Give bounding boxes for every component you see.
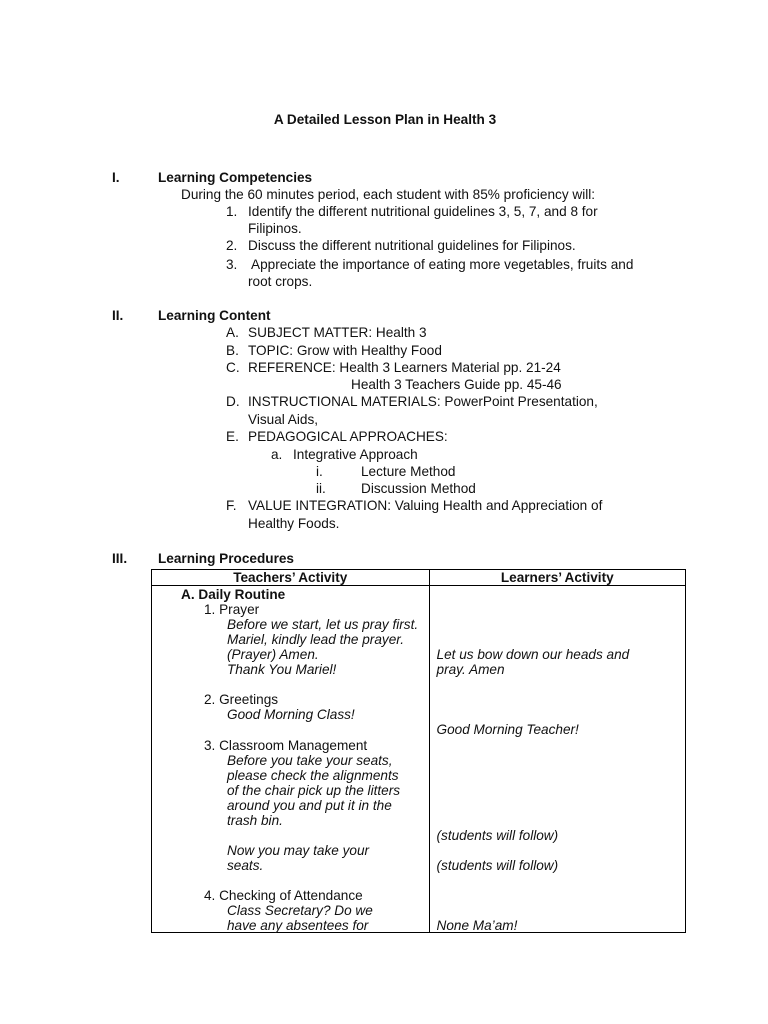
content-letter: C. bbox=[226, 360, 240, 375]
content-letter: F. bbox=[226, 498, 237, 513]
management-teacher-line: around you and put it in the bbox=[227, 798, 392, 813]
procedures-table bbox=[151, 569, 686, 933]
column-header-learner: Learners’ Activity bbox=[429, 570, 685, 586]
content-letter: A. bbox=[226, 325, 239, 340]
content-letter: E. bbox=[226, 429, 239, 444]
competency-number: 1. bbox=[226, 204, 238, 219]
content-topic: TOPIC: Grow with Healthy Food bbox=[248, 343, 442, 358]
competencies-intro: During the 60 minutes period, each student with 85% proficiency will: bbox=[181, 187, 596, 202]
content-instructional-materials: INSTRUCTIONAL MATERIALS: PowerPoint Presentation, bbox=[248, 394, 598, 409]
prayer-learner-line: pray. Amen bbox=[436, 662, 505, 677]
management-teacher-line: trash bin. bbox=[227, 813, 283, 828]
content-reference: REFERENCE: Health 3 Learners Material pp. 21-24 bbox=[248, 360, 561, 375]
attendance-teacher-line: have any absentees for bbox=[227, 918, 369, 933]
content-value-integration: VALUE INTEGRATION: Valuing Health and Appreciation of bbox=[248, 498, 603, 513]
content-subject-matter: SUBJECT MATTER: Health 3 bbox=[248, 325, 427, 340]
management-learner-line: (students will follow) bbox=[436, 828, 559, 843]
column-header-teacher: Teachers’ Activity bbox=[152, 570, 430, 586]
management-teacher-line: seats. bbox=[227, 858, 264, 873]
content-reference-cont: Health 3 Teachers Guide pp. 45-46 bbox=[351, 377, 562, 392]
teacher-activity-cell bbox=[152, 586, 430, 933]
method-discussion: Discussion Method bbox=[361, 481, 476, 496]
management-teacher-line: of the chair pick up the litters bbox=[227, 783, 401, 798]
competency-item-2: Discuss the different nutritional guidelines for Filipinos. bbox=[248, 238, 576, 253]
section-number-3: III. bbox=[112, 551, 128, 566]
content-instructional-materials-cont: Visual Aids, bbox=[248, 412, 319, 427]
section-heading-content: Learning Content bbox=[158, 308, 271, 323]
content-value-integration-cont: Healthy Foods. bbox=[248, 516, 340, 531]
competency-item-1-cont: Filipinos. bbox=[248, 221, 302, 236]
content-letter: D. bbox=[226, 394, 240, 409]
greetings-teacher-line: Good Morning Class! bbox=[227, 707, 355, 722]
prayer-teacher-line: Before we start, let us pray first. bbox=[227, 617, 419, 632]
competency-item-3: Appreciate the importance of eating more vegetables, fruits and bbox=[248, 257, 634, 272]
management-learner-line: (students will follow) bbox=[436, 858, 559, 873]
method-lecture: Lecture Method bbox=[361, 464, 456, 479]
section-heading-competencies: Learning Competencies bbox=[158, 170, 313, 185]
prayer-teacher-line: Thank You Mariel! bbox=[227, 662, 337, 677]
section-heading-procedures: Learning Procedures bbox=[158, 551, 294, 566]
approach-integrative: Integrative Approach bbox=[293, 447, 418, 462]
greetings-label: 2. Greetings bbox=[204, 692, 279, 707]
greetings-learner-line: Good Morning Teacher! bbox=[436, 722, 579, 737]
competency-number: 3. bbox=[226, 257, 238, 272]
prayer-teacher-line: (Prayer) Amen. bbox=[227, 647, 319, 662]
content-pedagogical-approaches: PEDAGOGICAL APPROACHES: bbox=[248, 429, 448, 444]
method-number: i. bbox=[316, 464, 323, 479]
management-label: 3. Classroom Management bbox=[204, 738, 368, 753]
competency-number: 2. bbox=[226, 238, 238, 253]
attendance-label: 4. Checking of Attendance bbox=[204, 888, 363, 903]
learner-activity-cell bbox=[429, 586, 685, 933]
management-teacher-line: please check the alignments bbox=[227, 768, 399, 783]
management-teacher-line: Now you may take your bbox=[227, 843, 370, 858]
attendance-learner-line: None Ma’am! bbox=[436, 918, 518, 933]
competency-item-1: Identify the different nutritional guidelines 3, 5, 7, and 8 for bbox=[248, 204, 598, 219]
prayer-label: 1. Prayer bbox=[204, 602, 260, 617]
management-teacher-line: Before you take your seats, bbox=[227, 753, 393, 768]
daily-routine-heading: A. Daily Routine bbox=[181, 587, 286, 602]
section-number-1: I. bbox=[112, 170, 120, 185]
page-title: A Detailed Lesson Plan in Health 3 bbox=[273, 112, 497, 127]
prayer-learner-line: Let us bow down our heads and bbox=[436, 647, 630, 662]
content-letter: B. bbox=[226, 343, 239, 358]
approach-letter: a. bbox=[271, 447, 283, 462]
competency-item-3-cont: root crops. bbox=[248, 274, 313, 289]
section-number-2: II. bbox=[112, 308, 124, 323]
attendance-teacher-line: Class Secretary? Do we bbox=[227, 903, 373, 918]
method-number: ii. bbox=[316, 481, 326, 496]
prayer-teacher-line: Mariel, kindly lead the prayer. bbox=[227, 632, 405, 647]
